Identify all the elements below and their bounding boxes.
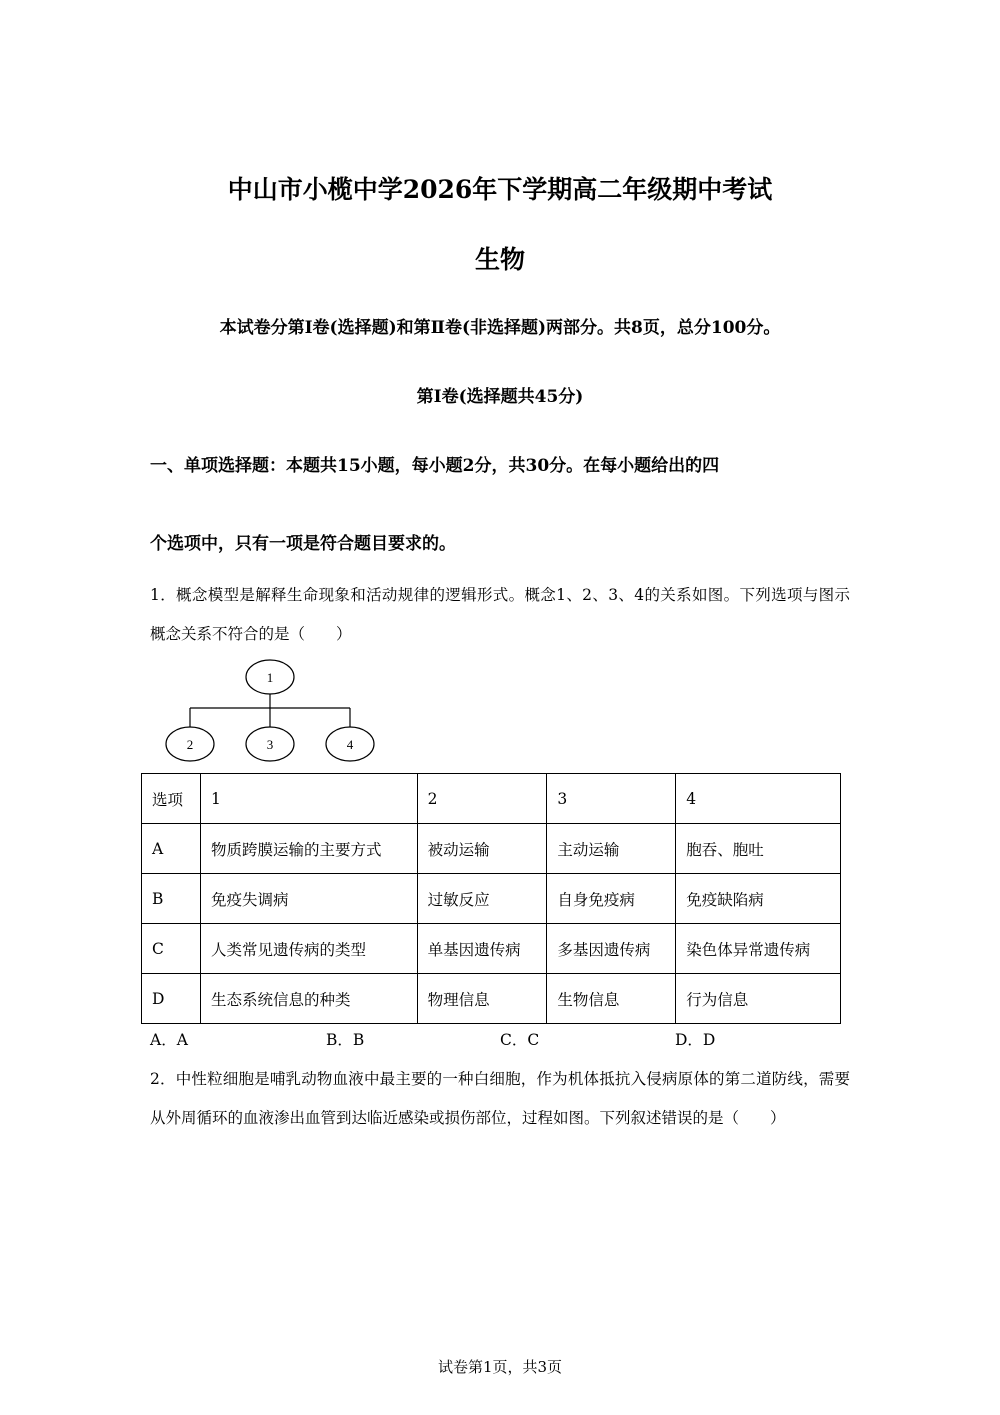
table-cell: D	[142, 974, 201, 1024]
table-cell: 人类常见遗传病的类型	[200, 924, 417, 974]
concept-label-2: 2	[186, 737, 194, 752]
choice-b[interactable]: B．B	[326, 1031, 365, 1049]
exam-info: 本试卷分第Ⅰ卷(选择题)和第Ⅱ卷(非选择题)两部分。共8页，总分100分。	[219, 318, 781, 338]
section-heading-line1: 一、单项选择题：本题共15小题，每小题2分，共30分。在每小题给出的四	[150, 456, 720, 476]
page-footer: 试卷第1页，共3页	[437, 1358, 563, 1376]
part-heading: 第Ⅰ卷(选择题共45分)	[416, 387, 584, 407]
table-header-cell: 1	[200, 774, 417, 824]
table-cell: 多基因遗传病	[547, 924, 676, 974]
table-cell: 行为信息	[676, 974, 841, 1024]
concept-label-1: 1	[266, 670, 274, 685]
table-cell: 自身免疫病	[547, 874, 676, 924]
concept-label-4: 4	[346, 737, 354, 752]
exam-subject: 生物	[474, 245, 525, 274]
choice-d[interactable]: D．D	[675, 1031, 716, 1049]
exam-title: 中山市小榄中学2026年下学期高二年级期中考试	[227, 175, 773, 204]
table-cell: 免疫缺陷病	[676, 874, 841, 924]
table-header-row	[142, 774, 841, 824]
question-1-text: 1．概念模型是解释生命现象和活动规律的逻辑形式。概念1、2、3、4的关系如图。下列选项与图示概念关系不符合的是（ ）	[150, 586, 850, 643]
table-cell: 物理信息	[417, 974, 547, 1024]
table-row	[142, 924, 841, 974]
table-row	[142, 824, 841, 874]
table-cell: 被动运输	[417, 824, 547, 874]
concept-diagram	[160, 655, 390, 765]
table-header-cell: 2	[417, 774, 547, 824]
table-header-cell: 选项	[142, 774, 201, 824]
table-cell: 单基因遗传病	[417, 924, 547, 974]
table-cell: B	[142, 874, 201, 924]
table-cell: 生态系统信息的种类	[200, 974, 417, 1024]
section-heading-line2: 个选项中，只有一项是符合题目要求的。	[150, 534, 456, 554]
table-header-cell: 3	[547, 774, 676, 824]
table-cell: C	[142, 924, 201, 974]
concept-label-3: 3	[266, 737, 274, 752]
table-cell: 染色体异常遗传病	[676, 924, 841, 974]
table-cell: 生物信息	[547, 974, 676, 1024]
table-cell: A	[142, 824, 201, 874]
question-2-text: 2．中性粒细胞是哺乳动物血液中最主要的一种白细胞，作为机体抵抗入侵病原体的第二道防线，需要从外周循环的血液渗出血管到达临近感染或损伤部位，过程如图。下列叙述错误的是（ ）	[150, 1070, 850, 1127]
table-cell: 过敏反应	[417, 874, 547, 924]
table-cell: 胞吞、胞吐	[676, 824, 841, 874]
table-row	[142, 974, 841, 1024]
choice-c[interactable]: C．C	[500, 1031, 540, 1049]
options-table	[141, 773, 841, 1024]
table-cell: 免疫失调病	[200, 874, 417, 924]
table-header-cell: 4	[676, 774, 841, 824]
table-cell: 主动运输	[547, 824, 676, 874]
choice-a[interactable]: A．A	[150, 1031, 188, 1049]
table-row	[142, 874, 841, 924]
table-cell: 物质跨膜运输的主要方式	[200, 824, 417, 874]
